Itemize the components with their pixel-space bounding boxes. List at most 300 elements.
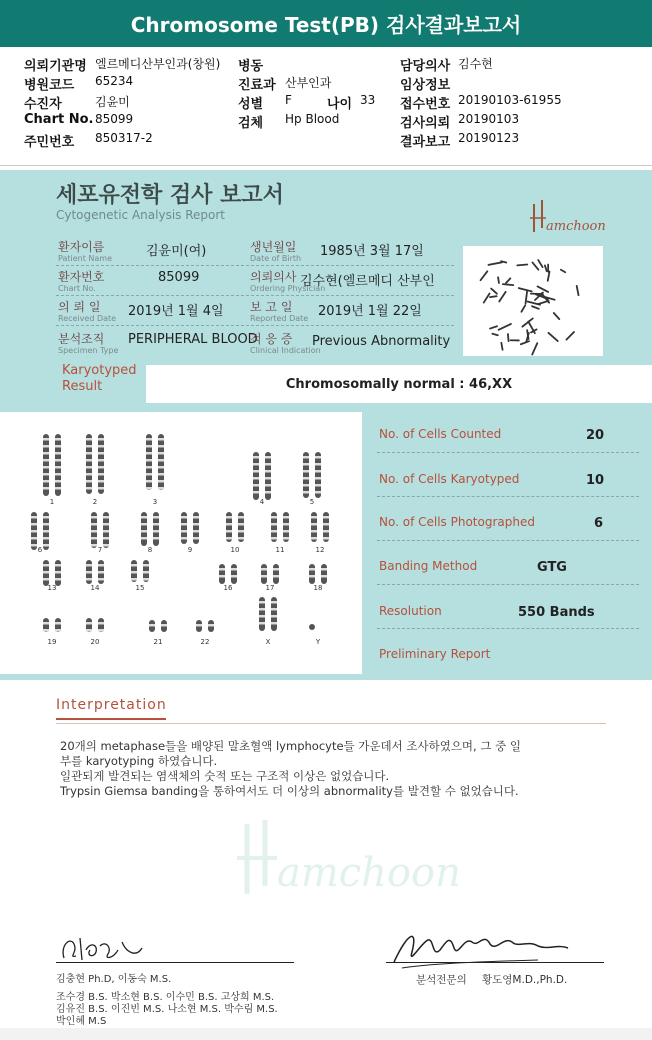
chromosome-band (86, 438, 92, 441)
chromosome-band (55, 578, 61, 581)
metaphase-chromosome (499, 292, 505, 302)
chromosome (309, 624, 315, 630)
collector-value: 김윤미 (95, 95, 130, 109)
stat-label: Preliminary Report (379, 647, 491, 661)
chromosome-band (91, 537, 97, 540)
stat-label: No. of Cells Photographed (379, 515, 535, 529)
karyogram-label: 16 (223, 584, 233, 592)
chromosome-band (271, 608, 277, 611)
chromosome-band (146, 459, 152, 462)
chromosome-band (158, 452, 164, 455)
chromosome-band (271, 530, 277, 533)
chromosome-pair (219, 564, 237, 584)
patient-name-label: 환자이름 (58, 240, 105, 254)
chromosome-band (238, 523, 244, 526)
chromosome-pair (43, 434, 61, 496)
chromosome-pair (43, 560, 61, 586)
chromosome-band (153, 523, 159, 526)
ward-label: 병동 (238, 59, 264, 74)
chromosome-band (193, 537, 199, 540)
chromosome-band (315, 484, 321, 487)
chromosome-band (238, 516, 244, 519)
chromosome-band (86, 578, 92, 581)
chromosome-band (309, 575, 315, 578)
indication-value: Previous Abnormality (312, 334, 451, 349)
chromosome-band (153, 530, 159, 533)
chromosome-band (273, 568, 279, 571)
chromosome (43, 434, 49, 496)
stat-value: GTG (537, 560, 567, 575)
metaphase-chromosome (554, 313, 559, 319)
chromosome-pair (149, 620, 167, 632)
chromosome-band (158, 480, 164, 483)
metaphase-chromosome (501, 343, 502, 350)
chromosome-band (315, 477, 321, 480)
divider (377, 496, 639, 497)
report-header (0, 0, 652, 47)
chromosome-pair (309, 624, 315, 630)
indication-sub: Clinical Indication (250, 346, 321, 355)
chromosome-band (55, 487, 61, 490)
chromosome-band (43, 480, 49, 483)
metaphase-chromosome (532, 306, 539, 309)
chromosome-band (315, 491, 321, 494)
metaphase-chromosome (521, 305, 525, 311)
divider (377, 452, 639, 453)
chromosome-pair (196, 620, 214, 632)
chromosome-band (91, 523, 97, 526)
metaphase-chromosome (538, 286, 549, 292)
chromosome-band (55, 480, 61, 483)
hamchoon-logo-mark (522, 198, 612, 238)
divider (56, 718, 166, 720)
karyotyped-label-line1: Karyotyped (62, 363, 137, 378)
chromosome-band (131, 578, 137, 581)
dob-sub: Date of Birth (250, 254, 302, 263)
sex-label: 성별 (238, 97, 264, 112)
chromosome-band (141, 523, 147, 526)
stat-label: Banding Method (379, 559, 478, 573)
chromosome-band (98, 466, 104, 469)
chromosome-band (55, 438, 61, 441)
reported-sub: Reported Date (250, 314, 309, 323)
request-label: 검사의뢰 (400, 116, 451, 131)
chromosome-band (43, 466, 49, 469)
chromosome-band (253, 484, 259, 487)
dob-value: 1985년 3월 17일 (320, 244, 424, 259)
karyogram-label: 18 (313, 584, 323, 592)
chromosome-band (43, 571, 49, 574)
karyogram-label: 1 (49, 498, 55, 506)
chromosome-band (323, 530, 329, 533)
chromosome-band (158, 487, 164, 490)
chromosome-band (103, 537, 109, 540)
report-heading: 세포유전학 검사 보고서 (56, 183, 284, 208)
dept-value: 산부인과 (285, 76, 332, 90)
chromosome (261, 564, 267, 584)
chromosome-band (315, 470, 321, 473)
chromosome-band (153, 516, 159, 519)
chromosome-band (311, 523, 317, 526)
chromosome-band (98, 480, 104, 483)
metaphase-chromosome (506, 278, 510, 282)
chromosome-band (208, 624, 214, 627)
chromosome-pair (43, 618, 61, 632)
chromosome-pair (86, 434, 104, 494)
chromosome-band (283, 530, 289, 533)
chromosome-band (158, 445, 164, 448)
chromosome-band (253, 463, 259, 466)
dob-label: 생년월일 (250, 240, 297, 254)
chromosome-band (103, 530, 109, 533)
chromosome-band (146, 480, 152, 483)
chromosome-band (259, 622, 265, 625)
interpretation-line: 일관되게 발견되는 염색체의 숫적 또는 구조적 이상은 없었습니다. (60, 769, 390, 783)
doctor-value: 김수현 (458, 57, 493, 71)
chromosome-band (283, 523, 289, 526)
divider (377, 584, 639, 585)
physician-value: 김수현(엘르메디 산부인 (300, 274, 435, 289)
chromosome-band (98, 622, 104, 625)
karyogram-label: 5 (309, 498, 315, 506)
receipt-label: 접수번호 (400, 97, 451, 112)
chromosome-band (43, 530, 49, 533)
chromosome (98, 434, 104, 494)
chromosome-band (43, 487, 49, 490)
chromosome-band (271, 516, 277, 519)
specimen-type-label: 분석조직 (58, 332, 105, 346)
received-label: 의 뢰 일 (58, 300, 101, 314)
karyogram-label: 21 (153, 638, 163, 646)
chromosome (273, 564, 279, 584)
chromosome (321, 564, 327, 584)
chromosome-band (181, 523, 187, 526)
chromosome-band (271, 615, 277, 618)
staff-line: 조수경 B.S. 박소현 B.S. 이수민 B.S. 고상희 M.S. (56, 992, 275, 1003)
chromosome-band (55, 629, 61, 632)
chromosome-band (143, 564, 149, 567)
chromosome-pair (146, 434, 164, 490)
chromosome-band (193, 516, 199, 519)
chromosome-band (103, 523, 109, 526)
metaphase-chromosome (488, 262, 501, 265)
interpretation-line: 20개의 metaphase들을 배양된 말초혈액 lymphocyte들 가운데서 조사하였으며, 그 중 일 (60, 739, 521, 753)
stat-value: 550 Bands (518, 605, 595, 620)
metaphase-chromosome (532, 262, 538, 269)
chromosome-band (43, 516, 49, 519)
chromosome-band (273, 575, 279, 578)
metaphase-chromosome (517, 264, 527, 265)
metaphase-chromosome (548, 272, 550, 281)
karyogram-label: 12 (315, 546, 325, 554)
metaphase-chromosome (498, 277, 499, 283)
staff-line: 김충현 Ph.D, 이동숙 M.S. (56, 974, 172, 985)
page-footer (0, 1028, 652, 1040)
chromosome-band (231, 568, 237, 571)
chromosome-band (31, 537, 37, 540)
chromosome-band (43, 523, 49, 526)
chromosome-band (193, 523, 199, 526)
chromosome-band (146, 452, 152, 455)
chromosome-band (55, 571, 61, 574)
code-value: 65234 (95, 74, 134, 88)
chart-no-value: 85099 (158, 270, 200, 285)
chromosome-pair (303, 452, 321, 498)
chromosome-band (43, 544, 49, 547)
chromosome-band (91, 516, 97, 519)
patient-name-sub: Patient Name (58, 254, 112, 263)
chromosome-band (91, 544, 97, 547)
chromosome-band (323, 516, 329, 519)
chromosome-band (55, 622, 61, 625)
chart-no-label: 환자번호 (58, 270, 105, 284)
chromosome-band (238, 537, 244, 540)
chromosome-band (86, 466, 92, 469)
chromosome-band (103, 516, 109, 519)
metaphase-spread-image (463, 246, 603, 356)
chromosome-band (271, 601, 277, 604)
chromosome-band (55, 466, 61, 469)
chromosome-band (283, 516, 289, 519)
chromosome (55, 434, 61, 496)
chromosome-band (265, 484, 271, 487)
stat-label: No. of Cells Counted (379, 427, 502, 441)
chromosome-pair (311, 512, 329, 542)
interpretation-heading: Interpretation (56, 697, 167, 713)
chromosome-band (226, 516, 232, 519)
chromosome-band (98, 445, 104, 448)
karyogram-label: 19 (47, 638, 57, 646)
karyogram-label: 17 (265, 584, 275, 592)
chromosome-band (303, 491, 309, 494)
divider (56, 723, 606, 724)
chromosome-band (141, 537, 147, 540)
karyogram-image (0, 412, 362, 674)
chromosome-pair (31, 512, 49, 550)
chromosome-band (271, 622, 277, 625)
chromosome-band (226, 530, 232, 533)
stat-value: 10 (586, 473, 605, 488)
divider (56, 265, 454, 266)
metaphase-chromosome (484, 293, 490, 302)
chromosome-band (86, 487, 92, 490)
metaphase-chromosome (545, 265, 547, 271)
chromosome-band (261, 568, 267, 571)
chromosome-band (238, 530, 244, 533)
karyogram-label: 15 (135, 584, 145, 592)
chromosome-band (141, 516, 147, 519)
chromosome-band (31, 530, 37, 533)
patient-info-table (0, 47, 652, 166)
karyogram-label: 22 (200, 638, 210, 646)
sex-value: F (285, 93, 292, 107)
hamchoon-watermark (225, 820, 465, 910)
chromosome-band (91, 530, 97, 533)
chromosome-band (321, 568, 327, 571)
divider (56, 295, 454, 296)
chromosome-band (43, 459, 49, 462)
metaphase-chromosome (538, 301, 549, 304)
specimen-label: 검체 (238, 116, 264, 131)
chromosome (231, 564, 237, 584)
metaphase-chromosome (519, 288, 532, 291)
report-date-label: 결과보고 (400, 135, 451, 150)
clinical-label: 임상정보 (400, 78, 451, 93)
chromosome-band (98, 452, 104, 455)
specialist-title: 분석전문의 (416, 974, 467, 986)
chromosome-pair (253, 452, 271, 500)
code-label: 병원코드 (24, 78, 75, 93)
chromosome-band (158, 459, 164, 462)
chromosome-pair (271, 512, 289, 542)
chromosome-band (149, 624, 155, 627)
age-value: 33 (360, 93, 376, 107)
metaphase-chromosome (561, 270, 565, 272)
chromosome-band (86, 459, 92, 462)
reported-value: 2019년 1월 22일 (318, 304, 422, 319)
chromosome (219, 564, 225, 584)
chromosome-band (219, 575, 225, 578)
chromosome-band (43, 452, 49, 455)
signature-line (56, 962, 294, 963)
staff-line: 박인혜 M.S (56, 1016, 107, 1027)
left-signature (56, 928, 166, 972)
chromosome-band (161, 624, 167, 627)
chromosome-band (193, 530, 199, 533)
chromosome-band (158, 466, 164, 469)
chromosome-band (265, 470, 271, 473)
collector-label: 수진자 (24, 97, 62, 112)
metaphase-chromosome (501, 261, 506, 262)
chromosome-band (303, 463, 309, 466)
metaphase-chromosome (499, 324, 511, 330)
metaphase-chromosome (538, 260, 542, 267)
interpretation-line: 부를 karyotyping 하였습니다. (60, 754, 218, 768)
metaphase-chromosome (492, 334, 497, 335)
chromosome-band (98, 473, 104, 476)
reported-label: 보 고 일 (250, 300, 293, 314)
chromosome-band (146, 445, 152, 448)
chromosome-band (303, 477, 309, 480)
chromosome-band (321, 575, 327, 578)
chromosome-band (86, 622, 92, 625)
stat-label: Resolution (379, 604, 442, 618)
chromosome-band (55, 564, 61, 567)
chromosome-band (219, 568, 225, 571)
karyogram-label: 9 (187, 546, 193, 554)
interpretation-line: Trypsin Giemsa banding을 통하여서도 더 이상의 abnormality를 발견할 수 없었습니다. (60, 784, 519, 798)
chromosome-band (43, 564, 49, 567)
chromosome-band (86, 445, 92, 448)
karyogram-label: 2 (92, 498, 98, 506)
chromosome-band (303, 484, 309, 487)
chromosome-band (315, 456, 321, 459)
chromosome-band (103, 544, 109, 547)
physician-label: 의뢰의사 (250, 270, 297, 284)
karyogram-label: 4 (259, 498, 265, 506)
chromosome-band (55, 459, 61, 462)
chromosome-band (265, 477, 271, 480)
chromosome-band (43, 445, 49, 448)
chart-label: Chart No. (24, 112, 94, 127)
chromosome-band (55, 445, 61, 448)
chromosome-band (146, 438, 152, 441)
chromosome-band (31, 544, 37, 547)
chromosome-band (259, 608, 265, 611)
chromosome-band (271, 537, 277, 540)
chromosome-pair (131, 560, 149, 582)
karyogram-label: 8 (147, 546, 153, 554)
chromosome-band (98, 629, 104, 632)
karyogram-label: Y (315, 638, 321, 646)
chromosome-band (261, 575, 267, 578)
chromosome-band (43, 622, 49, 625)
chromosome-band (181, 530, 187, 533)
chromosome-band (158, 473, 164, 476)
chromosome-band (131, 571, 137, 574)
divider (377, 540, 639, 541)
hospital-label: 의뢰기관명 (24, 59, 87, 74)
chromosome-band (31, 523, 37, 526)
chromosome-band (253, 491, 259, 494)
chromosome-band (43, 629, 49, 632)
metaphase-chromosome (503, 284, 513, 285)
chromosome-band (253, 456, 259, 459)
receipt-value: 20190103-61955 (458, 93, 562, 107)
id-value: 850317-2 (95, 131, 153, 145)
chromosome-band (158, 438, 164, 441)
chromosome-band (98, 564, 104, 567)
chromosome-band (315, 463, 321, 466)
chromosome-band (226, 537, 232, 540)
svg-text:amchoon: amchoon (277, 850, 461, 896)
stat-value: 6 (594, 516, 604, 531)
metaphase-chromosome (566, 332, 574, 340)
received-value: 2019년 1월 4일 (128, 304, 224, 319)
chromosome-band (143, 578, 149, 581)
chromosome-band (98, 578, 104, 581)
chromosome-band (303, 456, 309, 459)
staff-line: 김유진 B.S. 이진빈 M.S. 나소현 M.S. 박수림 M.S. (56, 1004, 278, 1015)
chromosome-band (323, 537, 329, 540)
metaphase-chromosome (532, 343, 537, 354)
chromosome-band (309, 568, 315, 571)
physician-sub: Ordering Physician (250, 284, 326, 293)
karyotyped-label (62, 363, 137, 395)
chromosome-pair (86, 618, 104, 632)
metaphase-chromosome (508, 334, 509, 341)
metaphase-chromosome (521, 341, 529, 344)
patient-name-value: 김윤미(여) (146, 244, 207, 259)
chromosome-band (253, 477, 259, 480)
chromosome-band (196, 624, 202, 627)
cytogenetic-report (0, 170, 652, 680)
chromosome-band (311, 516, 317, 519)
signature-line (386, 962, 604, 963)
dept-label: 진료과 (238, 78, 276, 93)
watermark-mark (225, 820, 465, 900)
chromosome-band (86, 480, 92, 483)
id-label: 주민번호 (24, 135, 75, 150)
chromosome-band (98, 459, 104, 462)
chromosome-pair (261, 564, 279, 584)
chromosome-band (283, 537, 289, 540)
indication-label: 적 응 증 (250, 332, 293, 346)
chromosome-band (146, 487, 152, 490)
chromosome-pair (141, 512, 159, 546)
metaphase-chromosome (491, 289, 497, 294)
karyogram-label: 14 (90, 584, 100, 592)
